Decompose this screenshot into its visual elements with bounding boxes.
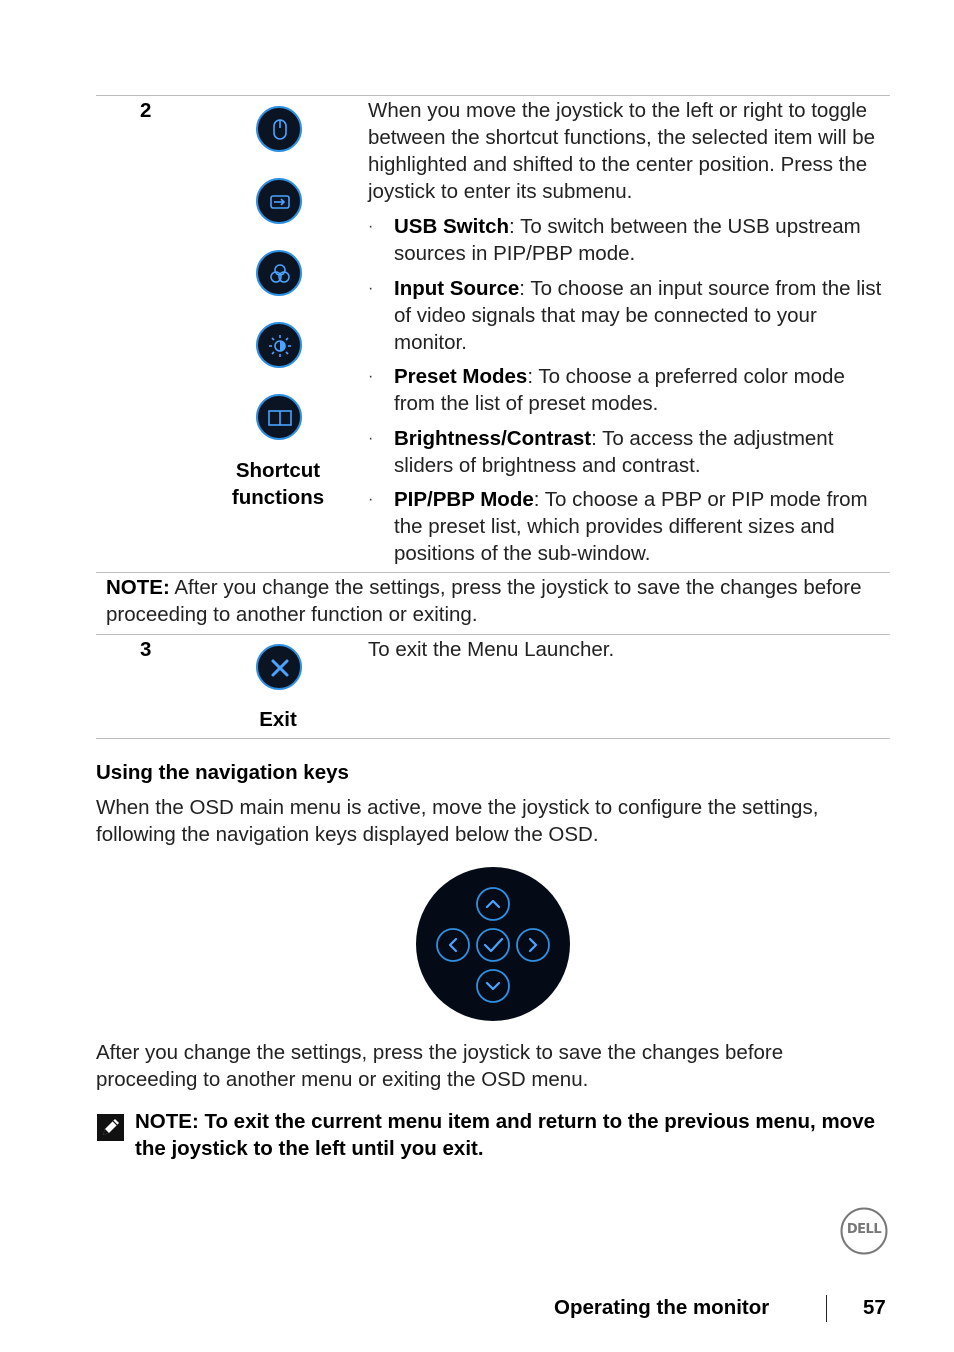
table-border-bottom [96, 738, 890, 739]
exit-icon [256, 644, 302, 690]
section-paragraph-1: When the OSD main menu is active, move the joystick to configure the settings, following the navigation keys displayed below the OSD. [96, 796, 819, 846]
table-border-top [96, 95, 890, 96]
nav-up-icon [477, 888, 509, 920]
exit-label: Exit [259, 708, 297, 731]
dell-logo-text: DELL [846, 1222, 882, 1237]
input-source-icon [256, 178, 302, 224]
nav-right-icon [517, 929, 549, 961]
footer-title: Operating the monitor [554, 1296, 770, 1319]
section-paragraph-2: After you change the settings, press the joystick to save the changes before proceeding to another menu or exiting the OSD menu. [96, 1041, 784, 1091]
nav-down-icon [477, 970, 509, 1002]
note-pencil-icon [97, 1114, 124, 1141]
nav-left-icon [437, 929, 469, 961]
preset-modes-icon [256, 250, 302, 296]
table-note: NOTE: After you change the settings, press the joystick to save the changes before proceeding to another function or exiting. [106, 576, 862, 626]
table-border-row3-top [96, 634, 890, 635]
section-heading: Using the navigation keys [96, 761, 349, 784]
page-number: 57 [863, 1296, 886, 1319]
shortcut-label-line2: functions [231, 486, 325, 509]
dell-logo [840, 1207, 888, 1255]
table-border-note-top [96, 572, 890, 573]
shortcut-label-line1: Shortcut [235, 459, 321, 482]
pip-pbp-icon [256, 394, 302, 440]
row-number-3: 3 [140, 638, 152, 661]
row-number-2: 2 [140, 99, 152, 122]
usb-switch-icon [256, 106, 302, 152]
footer-divider [826, 1295, 827, 1322]
row3-text: To exit the Menu Launcher. [368, 638, 615, 661]
note-text: NOTE: To exit the current menu item and return to the previous menu, move the joystick to the left until you exit. [135, 1110, 876, 1160]
nav-check-icon [477, 929, 509, 961]
row2-intro-text: When you move the joystick to the left or right to toggle between the shortcut functions, the selected item will be highlighted and shifted to the center position. Press the joystick to enter its submenu. [368, 99, 876, 203]
brightness-contrast-icon [256, 322, 302, 368]
